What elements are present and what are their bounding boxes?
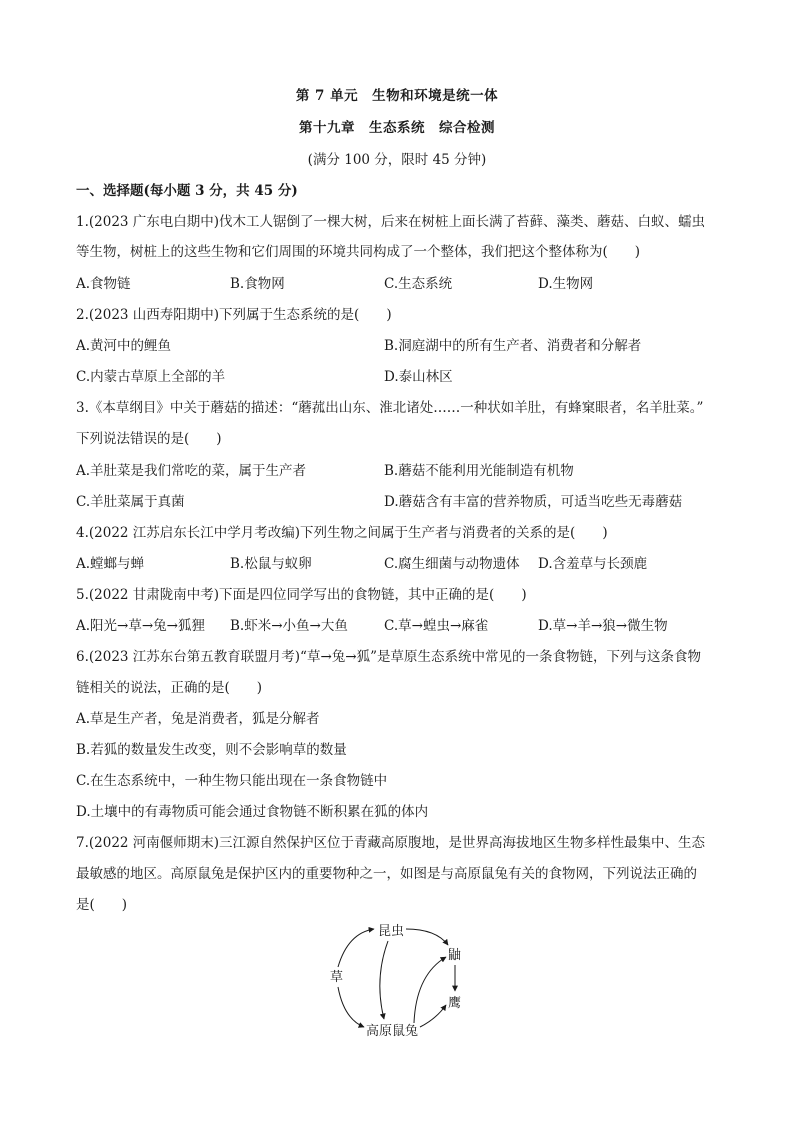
question-3-option-a[interactable]: A.羊肚菜是我们常吃的菜，属于生产者 (76, 463, 307, 479)
question-3-line-2: 下列说法错误的是( ) (76, 431, 222, 447)
node-pika: 高原鼠兔 (366, 1024, 419, 1039)
chapter-title: 第十九章 生态系统 综合检测 (299, 120, 495, 136)
question-4-line-1: 4.(2022 江苏启东长江中学月考改编)下列生物之间属于生产者与消费者的关系的是( ) (76, 525, 608, 541)
question-3-option-c[interactable]: C.羊肚菜属于真菌 (76, 494, 185, 510)
arrow-pika-weasel (414, 957, 446, 1023)
unit-title: 第 7 单元 生物和环境是统一体 (295, 88, 499, 104)
question-6-option-a[interactable]: A.草是生产者，兔是消费者，狐是分解者 (76, 711, 320, 727)
question-4-option-b[interactable]: B.松鼠与蚁卵 (230, 556, 312, 572)
question-1-option-b[interactable]: B.食物网 (230, 276, 285, 292)
question-1-line-1: 1.(2023 广东电白期中)伐木工人锯倒了一棵大树，后来在树桩上面长满了苔藓、藻类、蘑菇、白蚁、蠕虫 (76, 214, 706, 230)
question-1-option-c[interactable]: C.生态系统 (384, 276, 453, 292)
question-4-option-c[interactable]: C.腐生细菌与动物遗体 (384, 556, 520, 572)
question-6-option-c[interactable]: C.在生态系统中，一种生物只能出现在一条食物链中 (76, 773, 388, 789)
arrow-grass-insect (338, 929, 374, 967)
question-6-line-1: 6.(2023 江苏东台第五教育联盟月考)“草→兔→狐”是草原生态系统中常见的一条食物链，下列与这条食物 (76, 649, 701, 665)
question-7-line-3: 是( ) (76, 897, 128, 913)
question-1-line-2: 等生物，树桩上的这些生物和它们周围的环境共同构成了一个整体，我们把这个整体称为( ) (76, 244, 641, 260)
node-insect: 昆虫 (378, 924, 405, 939)
question-2-option-b[interactable]: B.洞庭湖中的所有生产者、消费者和分解者 (384, 338, 642, 354)
node-grass: 草 (330, 970, 344, 985)
question-4-option-a[interactable]: A.螳螂与蝉 (76, 556, 145, 572)
question-6-line-2: 链相关的说法，正确的是( ) (76, 680, 263, 696)
node-weasel: 鼬 (448, 948, 462, 963)
question-5-option-c[interactable]: C.草→蝗虫→麻雀 (384, 618, 489, 634)
question-1-option-a[interactable]: A.食物链 (76, 276, 131, 292)
arrow-pika-hawk (420, 1005, 446, 1027)
arrow-insect-weasel (406, 929, 448, 945)
question-5-option-d[interactable]: D.草→羊→狼→微生物 (538, 618, 668, 634)
question-3-option-d[interactable]: D.蘑菇含有丰富的营养物质，可适当吃些无毒蘑菇 (384, 494, 683, 510)
question-1-option-d[interactable]: D.生物网 (538, 276, 594, 292)
question-4-option-d[interactable]: D.含羞草与长颈鹿 (538, 556, 648, 572)
arrow-grass-pika (338, 987, 364, 1027)
question-3-line-1: 3.《本草纲目》中关于蘑菇的描述：“蘑菰出山东、淮北诸处……一种状如羊肚，有蜂窠眼者，名羊肚菜。” (76, 400, 704, 416)
question-7-line-2: 最敏感的地区。高原鼠兔是保护区内的重要物种之一，如图是与高原鼠兔有关的食物网，下列说法正确的 (76, 866, 697, 882)
food-web-diagram (320, 915, 470, 1040)
arrow-insect-pika (380, 941, 388, 1019)
question-5-option-b[interactable]: B.虾米→小鱼→大鱼 (230, 618, 348, 634)
question-2-option-a[interactable]: A.黄河中的鲤鱼 (76, 338, 172, 354)
question-3-option-b[interactable]: B.蘑菇不能利用光能制造有机物 (384, 463, 574, 479)
question-5-line-1: 5.(2022 甘肃陇南中考)下面是四位同学写出的食物链，其中正确的是( ) (76, 587, 527, 603)
section-title: 一、选择题(每小题 3 分，共 45 分) (76, 183, 298, 199)
question-2-line-1: 2.(2023 山西寿阳期中)下列属于生态系统的是( ) (76, 307, 392, 323)
question-2-option-c[interactable]: C.内蒙古草原上全部的羊 (76, 369, 226, 385)
question-6-option-d[interactable]: D.土壤中的有毒物质可能会通过食物链不断积累在狐的体内 (76, 804, 429, 820)
question-5-option-a[interactable]: A.阳光→草→兔→狐狸 (76, 618, 205, 634)
question-2-option-d[interactable]: D.泰山林区 (384, 369, 453, 385)
node-hawk: 鹰 (448, 996, 462, 1011)
score-info: (满分 100 分，限时 45 分钟) (307, 152, 487, 168)
question-7-line-1: 7.(2022 河南偃师期末)三江源自然保护区位于青藏高原腹地，是世界高海拔地区生物多样性最集中、生态 (76, 835, 706, 851)
question-6-option-b[interactable]: B.若狐的数量发生改变，则不会影响草的数量 (76, 742, 347, 758)
